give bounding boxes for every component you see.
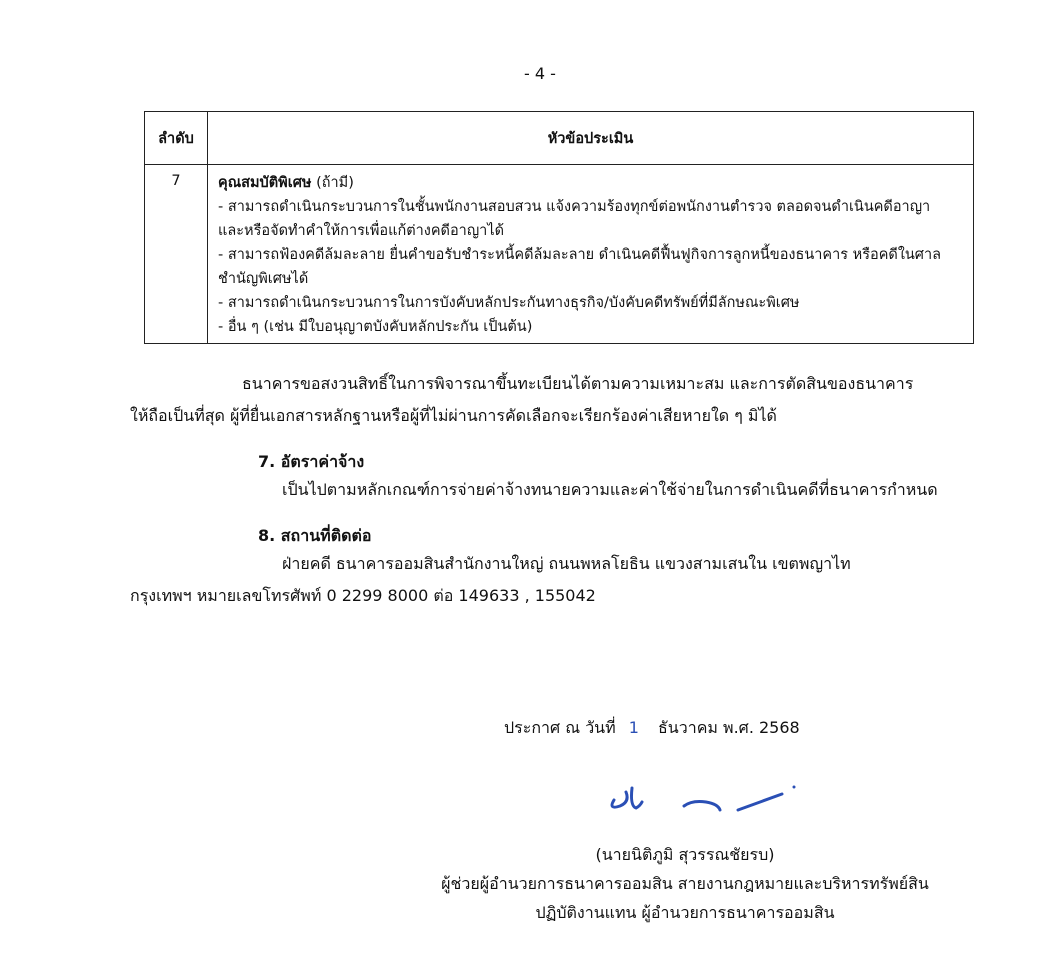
- criterion-line: - สามารถดำเนินกระบวนการในการบังคับหลักประกันทางธุรกิจ/บังคับคดีทรัพย์ที่มีลักษณะพิเศษ: [218, 295, 800, 311]
- row-number: 7: [145, 165, 208, 344]
- column-header-no: ลำดับ: [145, 112, 208, 165]
- signature-image: [600, 780, 820, 820]
- criterion-line: - อื่น ๆ (เช่น มีใบอนุญาตบังคับหลักประกัน เป็นต้น): [218, 319, 533, 335]
- announcement-date: [504, 716, 800, 741]
- criterion-title-note: (ถ้ามี): [311, 175, 354, 191]
- announcement-day: 1: [628, 718, 639, 737]
- signatory-position: ผู้ช่วยผู้อำนวยการธนาคารออมสิน สายงานกฎหมายและบริหารทรัพย์สิน: [441, 874, 929, 893]
- section-8-heading: 8. สถานที่ติดต่อ: [258, 526, 372, 545]
- criterion-title: [218, 171, 963, 195]
- row-content: [208, 165, 974, 344]
- announcement-prefix: ประกาศ ณ วันที่: [504, 718, 616, 737]
- criterion-title-bold: คุณสมบัติพิเศษ: [218, 175, 312, 191]
- criterion-line: - สามารถฟ้องคดีล้มละลาย ยื่นคำขอรับชำระหนี้คดีล้มละลาย ดำเนินคดีฟื้นฟูกิจการลูกหนี้ของธนาคาร หรือคดีในศาล: [218, 247, 942, 263]
- criterion-line: - สามารถดำเนินกระบวนการในชั้นพนักงานสอบสวน แจ้งความร้องทุกข์ต่อพนักงานตำรวจ ตลอดจนดำเนินคดีอาญา: [218, 199, 931, 215]
- evaluation-table: [144, 111, 974, 344]
- table-row: [145, 165, 974, 344]
- announcement-month-year: ธันวาคม พ.ศ. 2568: [658, 718, 800, 737]
- section-7-text: เป็นไปตามหลักเกณฑ์การจ่ายค่าจ้างทนายความและค่าใช้จ่ายในการดำเนินคดีที่ธนาคารกำหนด: [282, 480, 938, 499]
- column-header-topic: หัวข้อประเมิน: [208, 112, 974, 165]
- section-8-line-1: ฝ่ายคดี ธนาคารออมสินสำนักงานใหญ่ ถนนพหลโยธิน แขวงสามเสนใน เขตพญาไท: [282, 554, 851, 573]
- table-header-row: [145, 112, 974, 165]
- section-8-line-2: กรุงเทพฯ หมายเลขโทรศัพท์ 0 2299 8000 ต่อ 149633 , 155042: [130, 586, 596, 605]
- reservation-line-2: ให้ถือเป็นที่สุด ผู้ที่ยื่นเอกสารหลักฐานหรือผู้ที่ไม่ผ่านการคัดเลือกจะเรียกร้องค่าเสียหายใด ๆ มิได้: [130, 406, 777, 425]
- signature-block: [390, 840, 980, 927]
- page-number: - 4 -: [524, 64, 556, 83]
- reservation-line-1: ธนาคารขอสงวนสิทธิ์ในการพิจารณาขึ้นทะเบียนได้ตามความเหมาะสม และการตัดสินของธนาคาร: [242, 374, 914, 393]
- criterion-line: ชำนัญพิเศษได้: [218, 271, 309, 287]
- signatory-name: (นายนิติภูมิ สุวรรณชัยรบ): [595, 845, 775, 864]
- section-7-heading: 7. อัตราค่าจ้าง: [258, 452, 365, 471]
- signatory-acting: ปฏิบัติงานแทน ผู้อำนวยการธนาคารออมสิน: [535, 903, 835, 922]
- criterion-line: และหรือจัดทำคำให้การเพื่อแก้ต่างคดีอาญาได้: [218, 223, 505, 239]
